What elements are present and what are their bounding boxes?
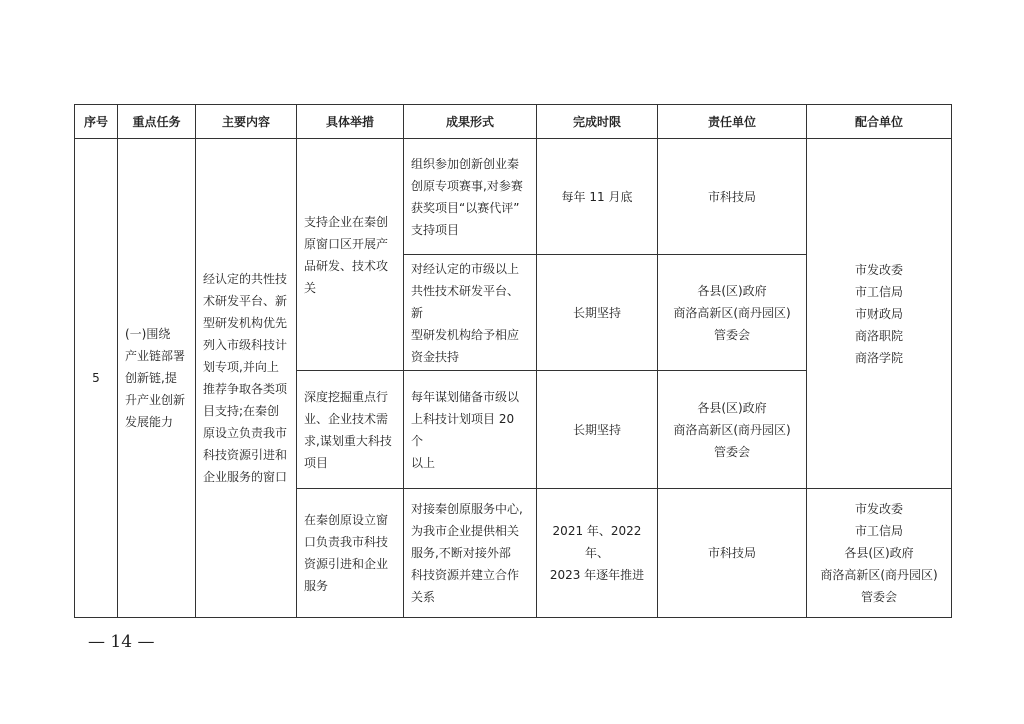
cooperate-cell: 市发改委 市工信局 各县(区)政府 商洛高新区(商丹园区) 管委会 (807, 489, 952, 618)
deadline-cell: 2021 年、2022 年、 2023 年逐年推进 (537, 489, 658, 618)
result-cell: 对接秦创原服务中心, 为我市企业提供相关 服务,不断对接外部 科技资源并建立合作 关系 (404, 489, 537, 618)
header-responsible: 责任单位 (658, 105, 807, 139)
header-measure: 具体举措 (297, 105, 404, 139)
cooperate-cell: 市发改委 市工信局 市财政局 商洛职院 商洛学院 (807, 139, 952, 489)
responsible-cell: 市科技局 (658, 139, 807, 255)
header-result: 成果形式 (404, 105, 537, 139)
header-deadline: 完成时限 (537, 105, 658, 139)
header-task: 重点任务 (118, 105, 196, 139)
responsible-cell: 各县(区)政府 商洛高新区(商丹园区) 管委会 (658, 255, 807, 371)
measure-cell: 支持企业在秦创 原窗口区开展产 品研发、技术攻关 (297, 139, 404, 371)
task-cell: (一)围绕 产业链部署 创新链,提 升产业创新 发展能力 (118, 139, 196, 618)
responsible-cell: 各县(区)政府 商洛高新区(商丹园区) 管委会 (658, 371, 807, 489)
work-plan-table (74, 104, 952, 618)
deadline-cell: 每年 11 月底 (537, 139, 658, 255)
result-cell: 对经认定的市级以上 共性技术研发平台、新 型研发机构给予相应 资金扶持 (404, 255, 537, 371)
page-number: — 14 — (88, 632, 155, 652)
table-row (75, 139, 952, 255)
measure-cell: 深度挖掘重点行 业、企业技术需 求,谋划重大科技 项目 (297, 371, 404, 489)
result-cell: 每年谋划储备市级以 上科技计划项目 20 个 以上 (404, 371, 537, 489)
seq-cell: 5 (75, 139, 118, 618)
header-seq: 序号 (75, 105, 118, 139)
content-cell: 经认定的共性技 术研发平台、新 型研发机构优先 列入市级科技计 划专项,并向上 推荐争取各类项 目支持;在秦创 原设立负责我市 科技资源引进和 企业服务的窗口 (196, 139, 297, 618)
header-cooperate: 配合单位 (807, 105, 952, 139)
header-content: 主要内容 (196, 105, 297, 139)
measure-cell: 在秦创原设立窗 口负责我市科技 资源引进和企业 服务 (297, 489, 404, 618)
table-header-row (75, 105, 952, 139)
responsible-cell: 市科技局 (658, 489, 807, 618)
deadline-cell: 长期坚持 (537, 255, 658, 371)
deadline-cell: 长期坚持 (537, 371, 658, 489)
result-cell: 组织参加创新创业秦 创原专项赛事,对参赛 获奖项目“以赛代评” 支持项目 (404, 139, 537, 255)
